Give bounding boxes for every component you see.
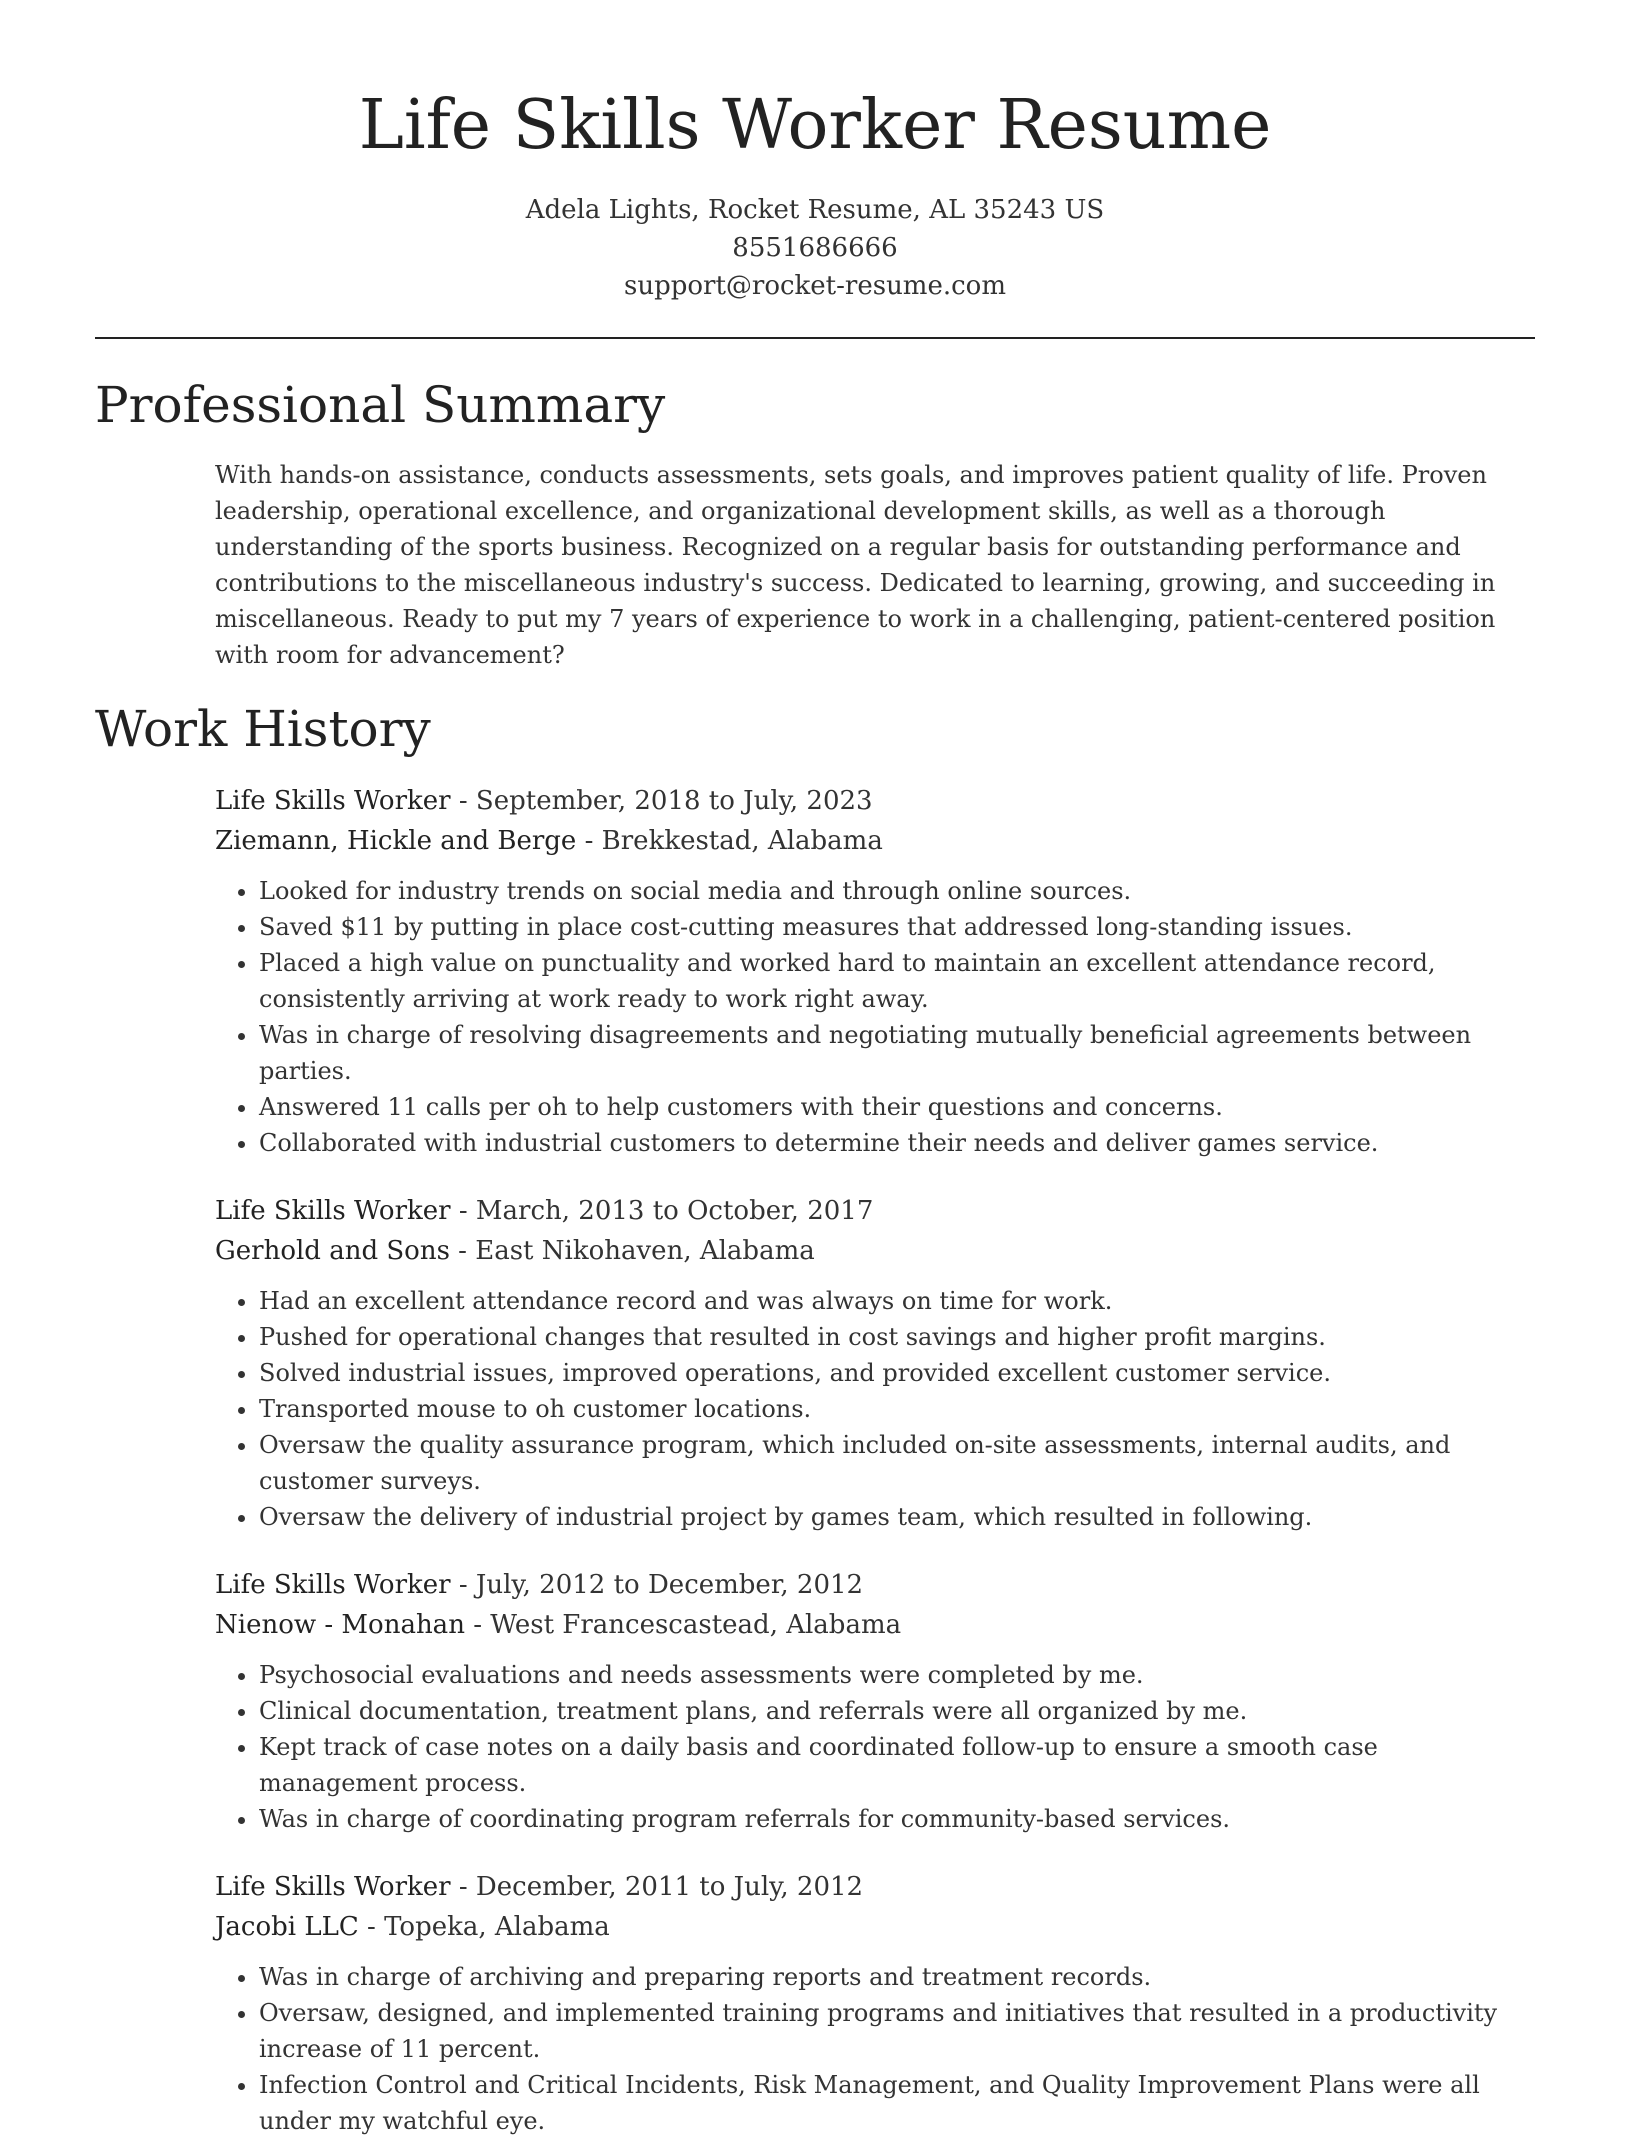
contact-email: support@rocket-resume.com: [623, 271, 1006, 301]
job-title: Life Skills Worker: [215, 1872, 451, 1902]
job-location: - Topeka, Alabama: [358, 1912, 610, 1942]
job-bullet: • Psychosocial evaluations and needs assessments were completed by me.: [259, 1657, 1535, 1693]
job-entry: [215, 1565, 1535, 1837]
job-dates: - July, 2012 to December, 2012: [450, 1570, 864, 1600]
job-bullet: • Was in charge of archiving and preparing reports and treatment records.: [259, 1959, 1535, 1995]
job-bullet: • Collaborated with industrial customers to determine their needs and deliver games service.: [259, 1125, 1535, 1161]
job-bullet: • Was in charge of resolving disagreements and negotiating mutually beneficial agreements between parties.: [259, 1017, 1535, 1089]
job-bullet: • Kept track of case notes on a daily basis and coordinated follow-up to ensure a smooth case management process.: [259, 1729, 1535, 1801]
job-location: - Brekkestad, Alabama: [576, 826, 883, 856]
job-bullet: • Placed a high value on punctuality and worked hard to maintain an excellent attendance record, consistently arriving at work ready to work right away.: [259, 945, 1535, 1017]
job-company-line: [215, 1605, 1535, 1645]
contact-address: Adela Lights, Rocket Resume, AL 35243 US: [525, 195, 1105, 225]
job-company-line: [215, 821, 1535, 861]
job-entry: [215, 1867, 1535, 2139]
resume-title: Life Skills Worker Resume: [358, 86, 1272, 165]
job-dates: - September, 2018 to July, 2023: [450, 786, 873, 816]
resume-page: [95, 0, 1535, 2139]
job-bullet: • Oversaw the delivery of industrial project by games team, which resulted in following.: [259, 1499, 1535, 1535]
job-dates: - December, 2011 to July, 2012: [450, 1872, 864, 1902]
summary-heading: Professional Summary: [95, 376, 666, 434]
summary-text: With hands-on assistance, conducts assessments, sets goals, and improves patient quality of life. Proven leadership, operational excellence, and organizational development skills, as well as a thorough understanding of the sports business. Recognized on a regular basis for outstanding performance and contributions to the miscellaneous industry's success. Dedicated to learning, growing, and succeeding in miscellaneous. Ready to put my 7 years of experience to work in a challenging, patient-centered position with room for advancement?: [215, 461, 1496, 669]
job-bullet: • Infection Control and Critical Incidents, Risk Management, and Quality Improvement Plans were all under my watchful eye.: [259, 2067, 1535, 2139]
job-entry: [215, 1191, 1535, 1535]
job-entry: [215, 781, 1535, 1161]
job-bullets: [215, 1283, 1535, 1535]
job-bullet: • Solved industrial issues, improved operations, and provided excellent customer service.: [259, 1355, 1535, 1391]
job-title: Life Skills Worker: [215, 1196, 451, 1226]
job-title-line: [215, 1191, 1535, 1231]
job-title-line: [215, 1867, 1535, 1907]
job-bullet: • Transported mouse to oh customer locations.: [259, 1391, 1535, 1427]
job-bullets: [215, 873, 1535, 1161]
header-divider: [95, 337, 1535, 339]
job-bullet: • Pushed for operational changes that resulted in cost savings and higher profit margins.: [259, 1319, 1535, 1355]
job-company-line: [215, 1907, 1535, 1947]
job-bullet: • Oversaw, designed, and implemented training programs and initiatives that resulted in a productivity increase of 11 percent.: [259, 1995, 1535, 2067]
job-company: Gerhold and Sons: [215, 1236, 450, 1266]
job-title-line: [215, 781, 1535, 821]
job-bullet: • Clinical documentation, treatment plans, and referrals were all organized by me.: [259, 1693, 1535, 1729]
work-history-heading: Work History: [95, 700, 431, 758]
job-bullets: [215, 1657, 1535, 1837]
job-company-line: [215, 1231, 1535, 1271]
job-title: Life Skills Worker: [215, 786, 451, 816]
job-bullet: • Looked for industry trends on social media and through online sources.: [259, 873, 1535, 909]
job-title-line: [215, 1565, 1535, 1605]
job-dates: - March, 2013 to October, 2017: [450, 1196, 874, 1226]
job-location: - West Francescastead, Alabama: [464, 1610, 902, 1640]
job-company: Nienow - Monahan: [215, 1610, 465, 1640]
contact-block: [95, 191, 1535, 305]
job-bullet: • Oversaw the quality assurance program, which included on-site assessments, internal audits, and customer surveys.: [259, 1427, 1535, 1499]
job-location: - East Nikohaven, Alabama: [449, 1236, 815, 1266]
job-company: Jacobi LLC: [215, 1912, 359, 1942]
job-company: Ziemann, Hickle and Berge: [215, 826, 577, 856]
job-title: Life Skills Worker: [215, 1570, 451, 1600]
job-bullet: • Answered 11 calls per oh to help customers with their questions and concerns.: [259, 1089, 1535, 1125]
job-bullets: [215, 1959, 1535, 2139]
job-bullet: • Had an excellent attendance record and was always on time for work.: [259, 1283, 1535, 1319]
contact-phone: 8551686666: [732, 233, 898, 263]
job-bullet: • Saved $11 by putting in place cost-cutting measures that addressed long-standing issues.: [259, 909, 1535, 945]
job-bullet: • Was in charge of coordinating program referrals for community-based services.: [259, 1801, 1535, 1837]
